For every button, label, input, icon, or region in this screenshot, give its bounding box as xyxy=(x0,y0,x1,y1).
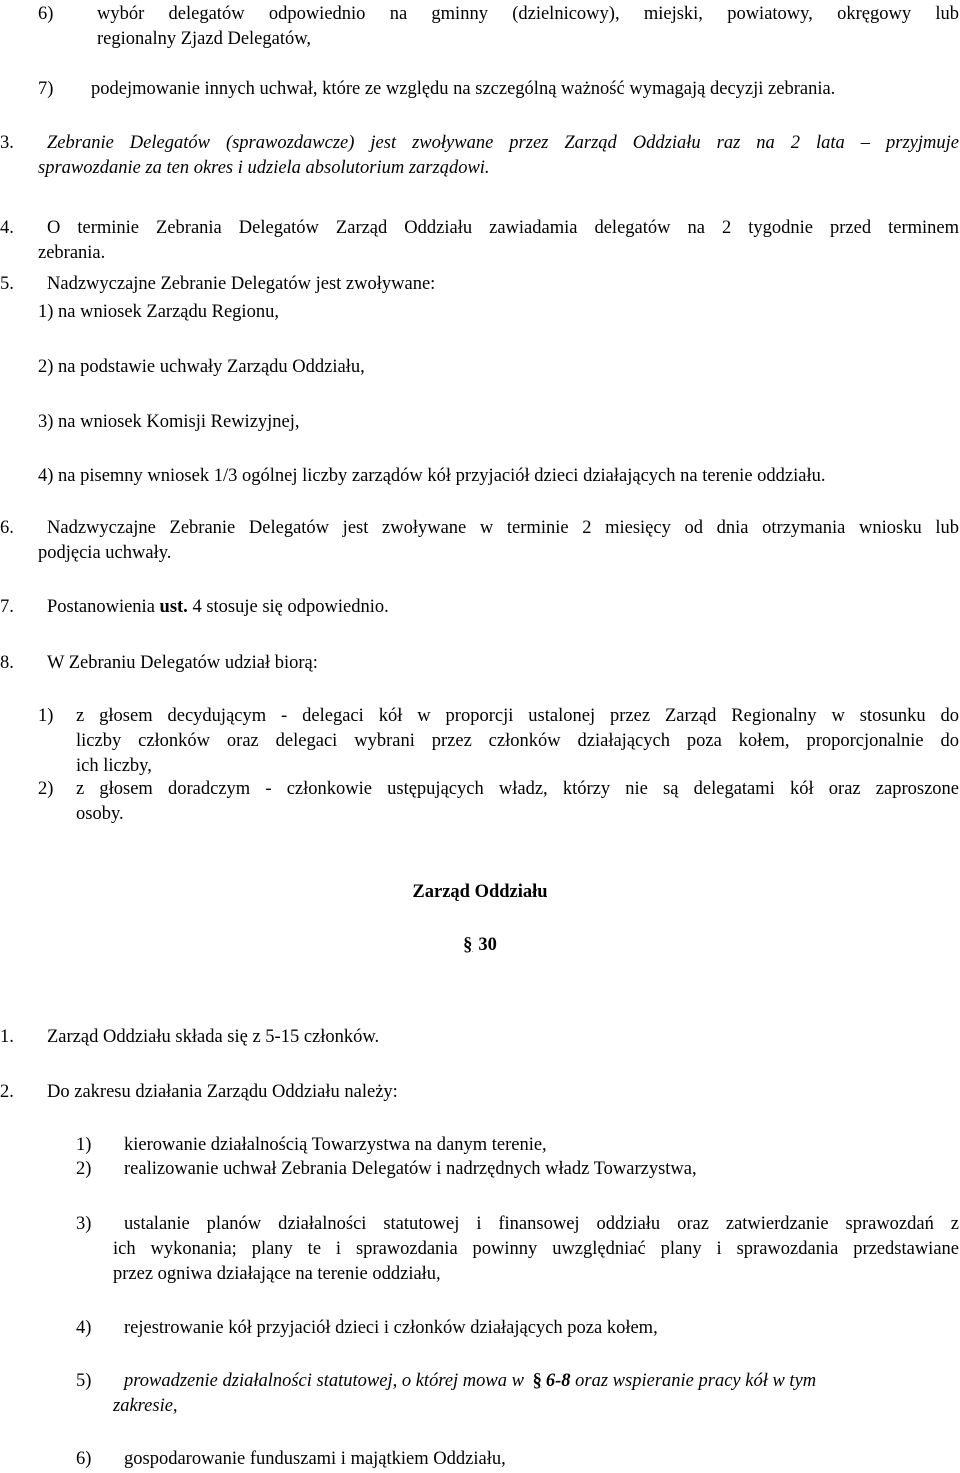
paragraph-text: sprawozdanie za ten okres i udziela absolutorium zarządowi. xyxy=(38,158,490,178)
list-item-number: 5) xyxy=(76,1371,92,1391)
list-item: 3) na wniosek Komisji Rewizyjnej, xyxy=(38,412,300,432)
paragraph-text: Zarząd Oddziału składa się z 5-15 członków. xyxy=(47,1027,380,1047)
paragraph-number: 6. xyxy=(0,518,14,538)
list-item: 2) na podstawie uchwały Zarządu Oddziału, xyxy=(38,357,365,377)
paragraph-number: 2. xyxy=(0,1082,14,1102)
section-sign: § xyxy=(532,1371,542,1391)
list-item: 4) na pisemny wniosek 1/3 ogólnej liczby zarządów kół przyjaciół dzieci działających na terenie oddziału. xyxy=(38,466,826,486)
paragraph-text: Nadzwyczajne Zebranie Delegatów jest zwoływane: xyxy=(47,274,436,294)
paragraph-text: Zebranie Delegatów (sprawozdawcze) jest zwoływane przez Zarząd Oddziału raz na 2 lata – przyjmuje xyxy=(47,133,959,153)
list-item-text: osoby. xyxy=(76,804,124,824)
list-item-text: ich liczby, xyxy=(76,756,152,776)
list-item-number: 1) xyxy=(76,1135,92,1155)
list-item-text: wybór delegatów odpowiednio na gminny (dzielnicowy), miejski, powiatowy, okręgowy lub xyxy=(97,4,959,24)
reference-number: 6-8 xyxy=(545,1371,571,1391)
paragraph-number: 3. xyxy=(0,133,14,153)
paragraph-number: 1. xyxy=(0,1027,14,1047)
list-item-text: z głosem decydującym - delegaci kół w proporcji ustalonej przez Zarząd Regionalny w stosunku do xyxy=(76,706,959,726)
list-item-text: podejmowanie innych uchwał, które ze względu na szczególną ważność wymagają decyzji zebrania. xyxy=(91,79,836,99)
section-number xyxy=(0,933,960,958)
paragraph-number: 4. xyxy=(0,218,14,238)
paragraph-number: 7. xyxy=(0,597,14,617)
list-item-number: 6) xyxy=(38,4,54,24)
paragraph-text: O terminie Zebrania Delegatów Zarząd Oddziału zawiadamia delegatów na 2 tygodnie przed terminem xyxy=(47,218,959,238)
list-item-number: 1) xyxy=(38,706,54,726)
list-item-text-part: prowadzenie działalności statutowej, o której mowa w xyxy=(124,1371,524,1391)
list-item-number: 6) xyxy=(76,1449,92,1469)
list-item-text: z głosem doradczym - członkowie ustępujących władz, którzy nie są delegatami kół oraz zaproszone xyxy=(76,779,959,799)
list-item-number: 3) xyxy=(76,1214,92,1234)
list-item-text: regionalny Zjazd Delegatów, xyxy=(97,29,312,49)
paragraph-number: 5. xyxy=(0,274,14,294)
list-item-text: rejestrowanie kół przyjaciół dzieci i członków działających poza kołem, xyxy=(124,1318,658,1338)
section-number-value: 30 xyxy=(478,935,497,955)
paragraph-text: W Zebraniu Delegatów udział biorą: xyxy=(47,653,318,673)
paragraph-text: Do zakresu działania Zarządu Oddziału należy: xyxy=(47,1082,398,1102)
list-item-text-part: oraz wspieranie pracy kół w tym xyxy=(575,1371,817,1391)
list-item-text: zakresie, xyxy=(113,1396,178,1416)
paragraph-text xyxy=(47,595,389,620)
list-item-text: liczby członków oraz delegaci wybrani przez członków działających poza kołem, proporcjonalnie do xyxy=(76,731,959,751)
reference-number: 4 xyxy=(192,597,202,617)
reference-ust: ust. xyxy=(159,597,188,617)
paragraph-text: podjęcia uchwały. xyxy=(38,543,172,563)
paragraph-text: zebrania. xyxy=(38,243,106,263)
list-item-number: 2) xyxy=(38,779,54,799)
list-item-text: realizowanie uchwał Zebrania Delegatów i nadrzędnych władz Towarzystwa, xyxy=(124,1159,697,1179)
section-heading: Zarząd Oddziału xyxy=(412,882,548,902)
paragraph-number: 8. xyxy=(0,653,14,673)
list-item-number: 7) xyxy=(38,79,54,99)
list-item-text: przez ogniwa działające na terenie oddziału, xyxy=(113,1264,441,1284)
list-item-text: kierowanie działalnością Towarzystwa na danym terenie, xyxy=(124,1135,547,1155)
paragraph-text: Nadzwyczajne Zebranie Delegatów jest zwoływane w terminie 2 miesięcy od dnia otrzymania wniosku lub xyxy=(47,518,959,538)
list-item-number: 2) xyxy=(76,1159,92,1179)
list-item-text: ich wykonania; plany te i sprawozdania powinny uwzględniać plany i sprawozdania przedstawiane xyxy=(113,1239,959,1259)
list-item: 1) na wniosek Zarządu Regionu, xyxy=(38,302,279,322)
section-sign: § xyxy=(463,935,473,955)
list-item-text xyxy=(124,1369,816,1394)
list-item-text: ustalanie planów działalności statutowej i finansowej oddziału oraz zatwierdzanie sprawozdań z xyxy=(124,1214,959,1234)
paragraph-text-part: stosuje się odpowiednio. xyxy=(206,597,389,617)
paragraph-text-part: Postanowienia xyxy=(47,597,155,617)
list-item-number: 4) xyxy=(76,1318,92,1338)
list-item-text: gospodarowanie funduszami i majątkiem Oddziału, xyxy=(124,1449,506,1469)
